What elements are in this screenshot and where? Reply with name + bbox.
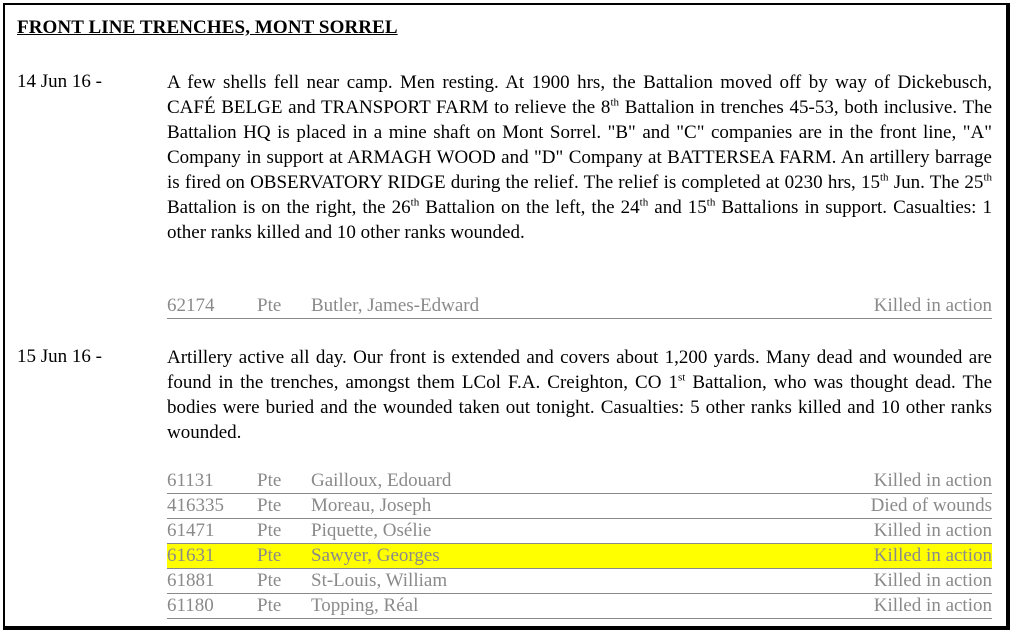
entry-date: 14 Jun 16 - [17,71,102,92]
rank: Pte [257,545,282,566]
service-number: 62174 [167,295,215,316]
service-number: 61881 [167,570,215,591]
service-number: 61180 [167,595,214,616]
casualty-row [167,569,992,594]
casualty-row-highlighted [167,544,992,569]
casualty-status: Killed in action [873,545,992,566]
casualty-row [167,494,992,519]
rank: Pte [257,595,282,616]
soldier-name: Piquette, Osélie [311,520,432,541]
casualty-status: Killed in action [873,470,992,491]
soldier-name: Topping, Réal [311,595,419,616]
entry-paragraph: Artillery active all day. Our front is extended and covers about 1,200 yards. Many dead and wounded are found in the trenches, amongst them LCol F.A. Creighton, CO 1st Battalion, who was thought dead. The bodies were buried and the wounded taken out tonight. Casualties: 5 other ranks killed and 10 other ranks wounded. [167,347,993,443]
rank: Pte [257,470,282,491]
casualty-row [167,294,992,319]
rank: Pte [257,520,282,541]
service-number: 416335 [167,495,224,516]
casualty-row [167,594,992,619]
soldier-name: St-Louis, William [311,570,448,591]
casualty-status: Killed in action [873,520,992,541]
casualty-list [167,294,992,319]
casualty-status: Killed in action [873,570,992,591]
service-number: 61131 [167,470,214,491]
casualty-row [167,519,992,544]
casualty-status: Killed in action [873,295,992,316]
casualty-list [167,469,992,619]
casualty-status: Died of wounds [870,495,992,516]
service-number: 61631 [167,545,215,566]
rank: Pte [257,570,282,591]
rank: Pte [257,495,282,516]
casualty-status: Killed in action [873,595,992,616]
soldier-name: Butler, James-Edward [311,295,480,316]
soldier-name: Moreau, Joseph [311,495,432,516]
document-title: FRONT LINE TRENCHES, MONT SORREL [17,17,398,38]
soldier-name: Gailloux, Edouard [311,470,452,491]
casualty-row [167,469,992,494]
soldier-name: Sawyer, Georges [311,545,440,566]
rank: Pte [257,295,282,316]
entry-date: 15 Jun 16 - [17,346,102,367]
entry-paragraph: A few shells fell near camp. Men resting. At 1900 hrs, the Battalion moved off by way of Dickebusch, CAFÉ BELGE and TRANSPORT FARM to relieve the 8th Battalion in trenches 45-53, both inclusive. The Battalion HQ is placed in a mine shaft on Mont Sorrel. "B" and "C" companies are in the front line, "A" Company in support at ARMAGH WOOD and "D" Company at BATTERSEA FARM. An artillery barrage is fired on OBSERVATORY RIDGE during the relief. The relief is completed at 0230 hrs, 15th Jun. The 25th Battalion is on the right, the 26th Battalion on the left, the 24th and 15th Battalions in support. Casualties: 1 other ranks killed and 10 other ranks wounded. [167,72,993,243]
service-number: 61471 [167,520,215,541]
